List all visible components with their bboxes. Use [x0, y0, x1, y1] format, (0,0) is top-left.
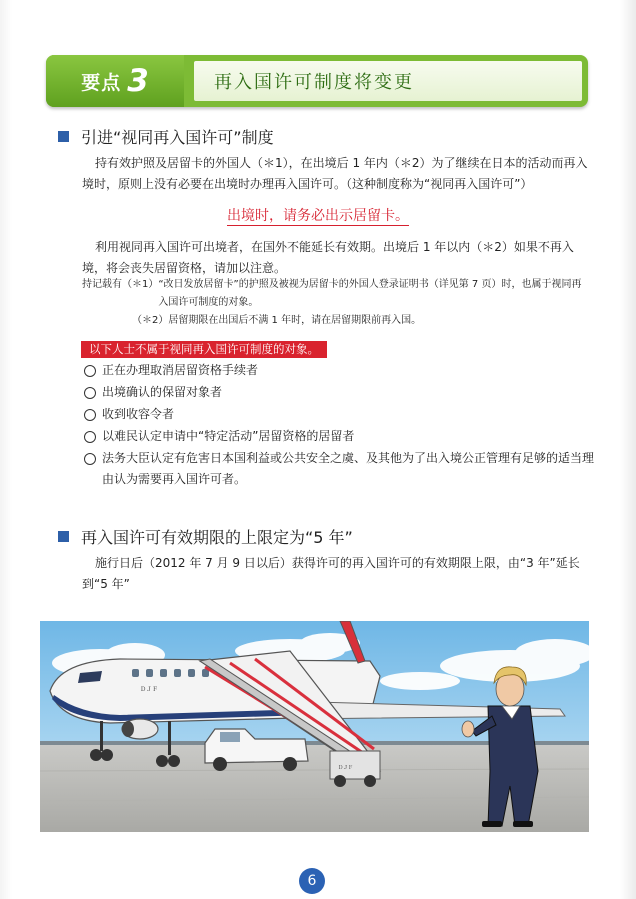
section-header-banner	[46, 55, 588, 107]
section1-paragraph-2: 利用视同再入国许可出境者，在国外不能延长有效期。出境后 1 年以内（＊2）如果不再入境，将会丧失居留资格，请加以注意。	[82, 240, 574, 275]
list-item	[82, 382, 602, 403]
list-item-text: 正在办理取消居留资格手续者	[102, 363, 259, 377]
circle-bullet-icon	[84, 453, 96, 465]
page-number: 6	[299, 868, 325, 894]
exclusion-heading: 以下人士不属于视同再入国许可制度的对象。	[81, 341, 327, 358]
list-item-text: 以难民认定申请中“特定活动”居留资格的居留者	[102, 429, 355, 443]
plane-livery-text: ＤＪＦ	[140, 686, 159, 693]
list-item	[82, 426, 602, 447]
banner-key-point	[46, 55, 184, 107]
banner-title: 再入国许可制度将变更	[194, 61, 582, 101]
section2-paragraph: 施行日后（2012 年 7 月 9 日以后）获得许可的再入国许可的有效期限上限，由“3 年”延长到“5 年”	[82, 556, 580, 591]
footnote-1-marker: 持记载有（＊1）	[82, 279, 159, 290]
emphasis-text: 出境时，请务必出示居留卡。	[227, 208, 409, 224]
footnote-1-text: “改日发放居留卡”的护照及被视为居留卡的外国人登录证明书（详见第 7 页）时，也属于视同再入国许可制度的对象。	[158, 279, 582, 308]
footnote-2	[132, 312, 592, 330]
truck-livery-text: ＤＪＦ	[338, 765, 354, 771]
circle-bullet-icon	[84, 387, 96, 399]
banner-number: 3	[127, 63, 149, 99]
section1-title-text: 引进“视同再入国许可”制度	[81, 128, 274, 147]
footnote-2-text: 居留期限在出国后不满 1 年时，请在居留期限前再入国。	[168, 315, 422, 326]
airport-illustration	[40, 621, 589, 832]
list-item-text: 出境确认的保留对象者	[102, 385, 223, 399]
airport-scene-svg	[40, 621, 589, 832]
section1-title	[58, 125, 274, 148]
section2-title-text: 再入国许可有效期限的上限定为“5 年”	[81, 528, 353, 547]
footnote-1	[82, 276, 592, 312]
footnote-2-marker: （＊2）	[132, 315, 169, 326]
list-item	[82, 448, 602, 490]
emphasis-line	[0, 205, 636, 225]
square-bullet-icon	[58, 131, 69, 142]
section2-title	[58, 525, 353, 548]
exclusion-list	[82, 360, 602, 491]
circle-bullet-icon	[84, 365, 96, 377]
circle-bullet-icon	[84, 431, 96, 443]
square-bullet-icon	[58, 531, 69, 542]
list-item-text: 法务大臣认定有危害日本国利益或公共安全之虞、及其他为了出入境公正管理有足够的适当理由认为需要再入国许可者。	[102, 451, 595, 486]
list-item	[82, 404, 602, 425]
list-item-text: 收到收容令者	[102, 407, 175, 421]
section1-paragraph-1: 持有效护照及居留卡的外国人（＊1），在出境后 1 年内（＊2）为了继续在日本的活动而再入境时，原则上没有必要在出境时办理再入国许可。（这种制度称为“视同再入国许可”）	[82, 156, 588, 191]
list-item	[82, 360, 602, 381]
banner-kicker: 要点	[81, 71, 122, 94]
circle-bullet-icon	[84, 409, 96, 421]
